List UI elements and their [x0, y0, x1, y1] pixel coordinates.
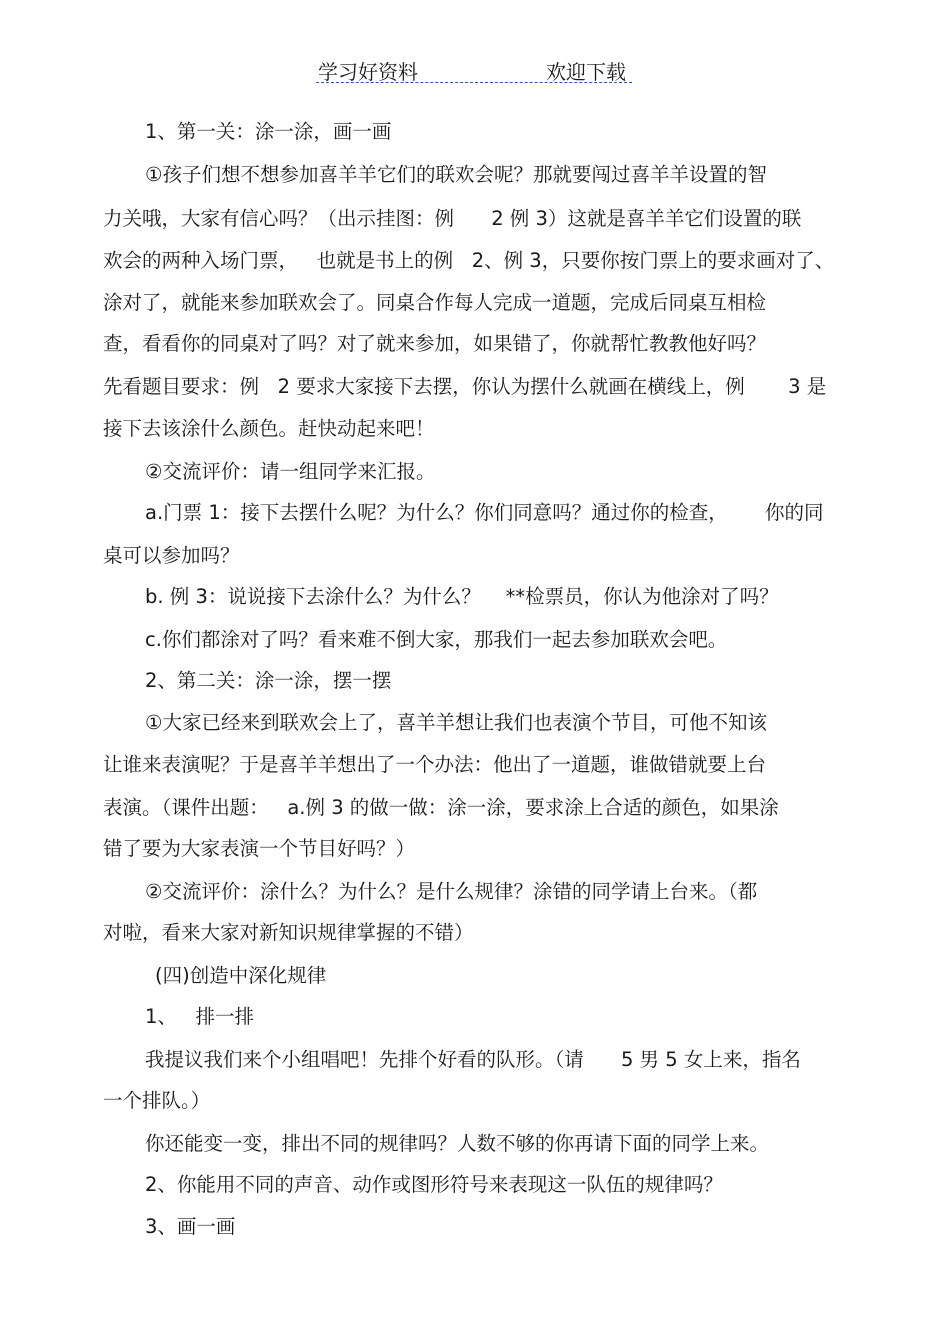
text-line: 让谁来表演呢？于是喜羊羊想出了一个办法：他出了一道题，谁做错就要上台 — [103, 753, 767, 776]
text-line: 接下去该涂什么颜色。赶快动起来吧！ — [103, 417, 435, 440]
header-left-text: 学习好资料 — [318, 60, 418, 84]
text-line: 表演。（课件出题： a.例 3 的做一做：涂一涂，要求涂上合适的颜色，如果涂 — [103, 796, 779, 819]
text-line: 1、 排一排 — [145, 1005, 255, 1028]
text-line: 涂对了，就能来参加联欢会了。同桌合作每人完成一道题，完成后同桌互相检 — [103, 291, 767, 314]
text-line: 2、你能用不同的声音、动作或图形符号来表现这一队伍的规律吗？ — [145, 1173, 723, 1196]
text-line: 查，看看你的同桌对了吗？对了就来参加，如果错了，你就帮忙教教他好吗？ — [103, 332, 767, 355]
text-line: 错了要为大家表演一个节目好吗？） — [103, 837, 416, 860]
text-line: (四)创造中深化规律 — [155, 964, 327, 987]
text-line: 1、第一关：涂一涂，画一画 — [145, 120, 392, 143]
text-line: 你还能变一变，排出不同的规律吗？人数不够的你再请下面的同学上来。 — [145, 1132, 770, 1155]
text-line: 欢会的两种入场门票， 也就是书上的例 2、例 3，只要你按门票上的要求画对了、 — [103, 249, 835, 272]
header-dashed-underline — [316, 82, 632, 83]
text-line: c.你们都涂对了吗？看来难不倒大家，那我们一起去参加联欢会吧。 — [145, 628, 728, 651]
text-line: 力关哦，大家有信心吗？（出示挂图：例 2 例 3）这就是喜羊羊它们设置的联 — [103, 207, 802, 230]
text-line: ①大家已经来到联欢会上了，喜羊羊想让我们也表演个节目，可他不知该 — [145, 711, 767, 734]
header-right-text: 欢迎下载 — [546, 60, 626, 84]
text-line: a.门票 1：接下去摆什么呢？为什么？你们同意吗？通过你的检查， 你的同 — [145, 501, 824, 524]
text-line: 对啦，看来大家对新知识规律掌握的不错） — [103, 921, 474, 944]
text-line: 先看题目要求：例 2 要求大家接下去摆，你认为摆什么就画在横线上，例 3 是 — [103, 375, 827, 398]
text-line: 桌可以参加吗？ — [103, 544, 240, 567]
page-header — [0, 56, 950, 86]
text-line: ①孩子们想不想参加喜羊羊它们的联欢会呢？那就要闯过喜羊羊设置的智 — [145, 163, 767, 186]
text-line: b. 例 3：说说接下去涂什么？为什么？ **检票员，你认为他涂对了吗？ — [145, 585, 779, 608]
text-line: 3、画一画 — [145, 1215, 236, 1238]
text-line: ②交流评价：请一组同学来汇报。 — [145, 460, 436, 483]
text-line: 2、第二关：涂一涂，摆一摆 — [145, 669, 392, 692]
text-line: ②交流评价：涂什么？为什么？是什么规律？涂错的同学请上台来。（都 — [145, 880, 758, 903]
text-line: 一个排队。） — [103, 1089, 211, 1112]
text-line: 我提议我们来个小组唱吧！先排个好看的队形。（请 5 男 5 女上来，指名 — [145, 1048, 801, 1071]
